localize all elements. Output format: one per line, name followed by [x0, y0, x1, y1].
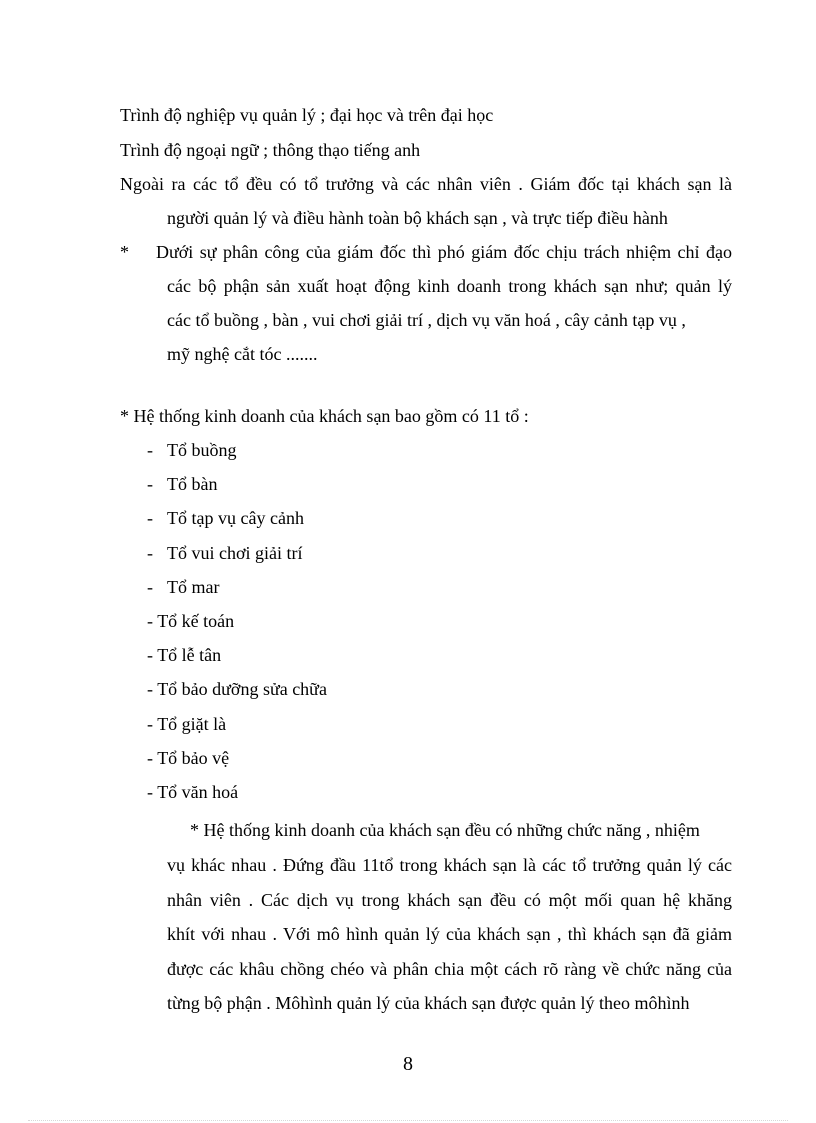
- list-item: [147, 541, 303, 565]
- dash-bullet: -: [147, 611, 153, 631]
- list-item: [147, 575, 219, 599]
- list-item-label: Tổ kế toán: [157, 611, 235, 631]
- list-item: [147, 506, 304, 530]
- dash-bullet: -: [147, 782, 153, 802]
- closing-line-1: [190, 818, 700, 842]
- page-number: 8: [403, 1053, 413, 1075]
- list-item-label: Tổ mar: [167, 577, 220, 597]
- list-item-label: Tổ vui chơi giải trí: [167, 543, 303, 563]
- closing-line-3: nhân viên . Các dịch vụ trong khách sạn đều có một mối quan hệ khăng: [167, 890, 732, 910]
- dash-bullet: -: [147, 440, 153, 460]
- list-item: [147, 677, 327, 701]
- paragraph-deputy-line-3: các tổ buồng , bàn , vui chơi giải trí , dịch vụ văn hoá , cây cảnh tạp vụ ,: [167, 310, 686, 330]
- list-item: [147, 472, 217, 496]
- list-item-label: Tổ giặt là: [157, 714, 227, 734]
- list-item: [147, 438, 237, 462]
- list-item: [147, 643, 221, 667]
- list-item: [147, 780, 238, 804]
- list-item-label: Tổ văn hoá: [157, 782, 239, 802]
- list-item: [147, 609, 234, 633]
- closing-text: Hệ thống kinh doanh của khách sạn đều có những chức năng , nhiệm: [203, 820, 700, 840]
- dash-bullet: -: [147, 508, 153, 528]
- dash-bullet: -: [147, 679, 153, 699]
- star-bullet: *: [190, 820, 199, 840]
- list-item-label: Tổ buồng: [167, 440, 237, 460]
- list-item-label: Tổ tạp vụ cây cảnh: [167, 508, 304, 528]
- list-item-label: Tổ bàn: [167, 474, 218, 494]
- team-list-heading: * Hệ thống kinh doanh của khách sạn bao gồm có 11 tổ :: [120, 406, 529, 426]
- dash-bullet: -: [147, 748, 153, 768]
- closing-line-5: được các khâu chồng chéo và phân chia một cách rõ ràng về chức năng của: [167, 959, 732, 979]
- list-item: [147, 712, 226, 736]
- paragraph-deputy-line-4: mỹ nghệ cắt tóc .......: [167, 344, 318, 364]
- closing-line-4: khít với nhau . Với mô hình quản lý của khách sạn , thì khách sạn đã giảm: [167, 924, 732, 944]
- dash-bullet: -: [147, 645, 153, 665]
- paragraph-deputy-line-2: các bộ phận sản xuất hoạt động kinh doanh trong khách sạn như; quản lý: [167, 276, 732, 296]
- closing-line-6: từng bộ phận . Môhình quản lý của khách sạn được quản lý theo môhình: [167, 993, 690, 1013]
- dash-bullet: -: [147, 474, 153, 494]
- dash-bullet: -: [147, 714, 153, 734]
- paragraph-deputy-line-1: Dưới sự phân công của giám đốc thì phó giám đốc chịu trách nhiệm chỉ đạo: [156, 242, 732, 262]
- paragraph-teams-line-1: Ngoài ra các tổ đều có tổ trưởng và các nhân viên . Giám đốc tại khách sạn là: [120, 174, 732, 194]
- list-item-label: Tổ lễ tân: [157, 645, 222, 665]
- list-item-label: Tổ bảo dưỡng sửa chữa: [157, 679, 327, 699]
- dash-bullet: -: [147, 543, 153, 563]
- paragraph-qualification: Trình độ nghiệp vụ quản lý ; đại học và trên đại học: [120, 105, 494, 125]
- dash-bullet: -: [147, 577, 153, 597]
- paragraph-language: Trình độ ngoại ngữ ; thông thạo tiếng anh: [120, 140, 421, 160]
- star-bullet: *: [120, 242, 129, 262]
- closing-line-2: vụ khác nhau . Đứng đầu 11tổ trong khách sạn là các tổ trưởng quản lý các: [167, 855, 732, 875]
- footer-divider: [28, 1120, 788, 1121]
- list-item: [147, 746, 229, 770]
- list-item-label: Tổ bảo vệ: [157, 748, 230, 768]
- paragraph-teams-line-2: người quản lý và điều hành toàn bộ khách sạn , và trực tiếp điều hành: [167, 208, 668, 228]
